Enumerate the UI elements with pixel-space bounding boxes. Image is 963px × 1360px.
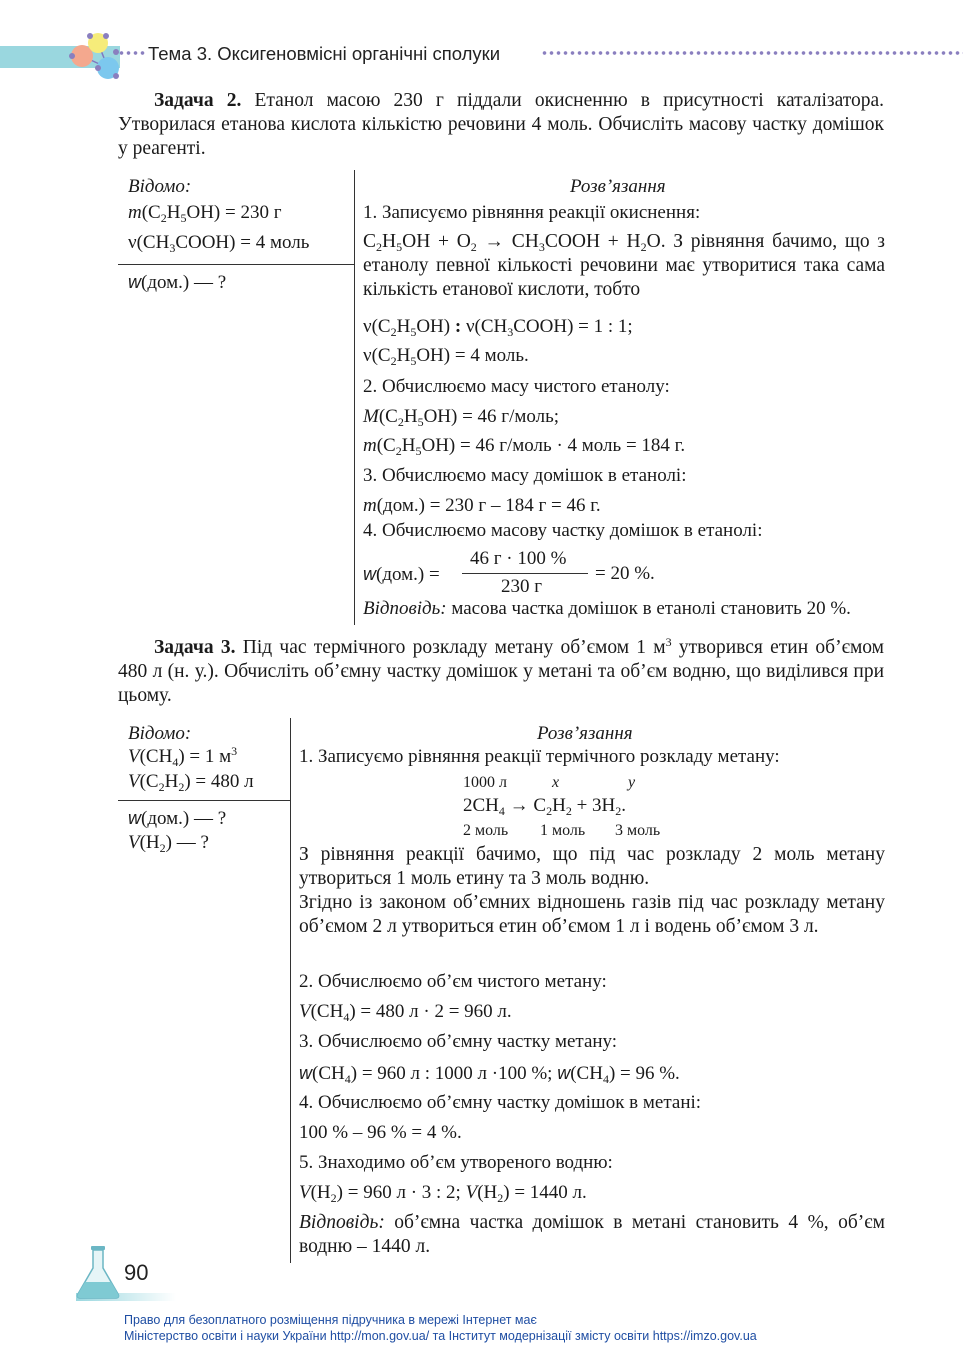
- task2-text: Етанол масою 230 г піддали окисненню в присутності каталізатора. Утворилася етанова кислота кількістю речовини 4 моль. Обчисліть масову частку домішок у реагенті.: [118, 90, 885, 159]
- task3-equation: $2CH_4 \to C_2H_2 + 3H_2$.: [463, 795, 627, 818]
- task3-step5-value: $V(H_2) = 960$ л · 3 : 2; $V(H_2) = 1440$ л.: [299, 1182, 587, 1205]
- rights-line-2: Міністерство освіти і науки України http://mon.gov.ua/ та Інститут модернізації змісту освіти https://imzo.gov.ua: [124, 1329, 757, 1343]
- task3-step5: 5. Знаходимо об’єм утвореного водню:: [299, 1152, 613, 1173]
- task2-fraction-numerator: 46 г · 100 %: [470, 548, 567, 569]
- flask-icon: [74, 1244, 122, 1300]
- rights-line-1: Право для безоплатного розміщення підручника в мережі Інтернет має: [124, 1313, 537, 1327]
- task3-below-hydrogen: 3 моль: [615, 822, 661, 839]
- task3-below-methane: 2 моль: [463, 822, 509, 839]
- task3-para1: З рівняння реакції бачимо, що під час розкладу 2 моль метану утвориться 1 моль етину та 3 моль водню.: [299, 844, 885, 889]
- task3-known-methane: $V(CH_4) = 1$ $м^3$: [128, 744, 238, 769]
- task3-para2: Згідно із законом об’ємних відношень газів під час розкладу метану об’ємом 2 л утвориться етин об’ємом 1 л і водень об’ємом 3 л.: [299, 892, 885, 937]
- task2-known-label: Відомо:: [128, 176, 192, 197]
- header-right-dots: [541, 51, 963, 55]
- task3-find-volume: $V(H_2)$ — ?: [128, 832, 209, 855]
- task2-step1: 1. Записуємо рівняння реакції окиснення:: [363, 202, 701, 223]
- task3-step2-value: $V(CH_4) = 480$ л · 2 = 960 л.: [299, 1001, 512, 1024]
- task2-known-amount: $\nu(CH_3COOH) = 4$ моль: [128, 232, 310, 255]
- task2-statement: [118, 89, 884, 161]
- task3-label: Задача 3.: [154, 637, 236, 658]
- task2-step3: 3. Обчислюємо масу домішок в етанолі:: [363, 465, 687, 486]
- page-number: 90: [124, 1260, 149, 1285]
- task2-molar-mass: $M(C_2H_5OH) = 46$ г/моль;: [363, 406, 560, 429]
- task3-above-hydrogen: y: [628, 774, 636, 791]
- task2-ratio: $\nu(C_2H_5OH)$ : $\nu(CH_3COOH) = 1$ : 1;: [363, 316, 633, 339]
- task2-step4: 4. Обчислюємо масову частку домішок в етанолі:: [363, 520, 763, 541]
- task2-known-separator: [118, 264, 354, 265]
- chapter-title: Тема 3. Оксигеновмісні органічні сполуки: [148, 43, 501, 64]
- task3-step4-value: 100 % – 96 % = 4 %.: [299, 1122, 462, 1143]
- task3-below-ethyne: 1 моль: [540, 822, 586, 839]
- task3-find-fraction: w(дом.) — ?: [128, 808, 227, 829]
- task2-impurity-mass: m(дом.) = 230 г – 184 г = 46 г.: [363, 495, 601, 516]
- task2-solution-label: Розв’язання: [570, 176, 666, 197]
- task3-step4: 4. Обчислюємо об’ємну частку домішок в метані:: [299, 1092, 702, 1113]
- task3-known-ethyne: $V(C_2H_2) = 480$ л: [128, 771, 254, 794]
- task3-above-ethyne: x: [552, 774, 560, 791]
- task3-above-methane: 1000 л: [463, 774, 507, 791]
- task2-answer: Відповідь: масова частка домішок в етанолі становить 20 %.: [363, 598, 851, 619]
- task3-table-divider: [290, 718, 291, 1263]
- molecule-icon: [60, 28, 130, 86]
- task2-step2: 2. Обчислюємо масу чистого етанолу:: [363, 376, 670, 397]
- task2-fraction-right: = 20 %.: [595, 563, 655, 584]
- task2-fraction-bar: [462, 573, 588, 574]
- task2-fraction-denominator: 230 г: [501, 576, 543, 597]
- task3-step2: 2. Обчислюємо об’єм чистого метану:: [299, 971, 607, 992]
- task2-mass: $m(C_2H_5OH) = 46$ г/моль · 4 моль = 184 г.: [363, 435, 686, 458]
- task3-step3-value: $w(CH_4) = 960$ л : 1000 л ·100 %; $w(CH_4) = 96$ %.: [299, 1063, 680, 1086]
- task2-fraction-left: w(дом.) =: [363, 564, 440, 585]
- task2-equation-para: $C_2H_5OH + O_2$ → $CH_3COOH + H_2O$. З рівняння бачимо, що з етанолу певної кількості речовини має утворитися така сама кількість етанової кислоти, тобто: [363, 231, 885, 300]
- task2-label: Задача 2.: [154, 90, 242, 111]
- task2-find: w(дом.) — ?: [128, 272, 227, 293]
- task2-table-divider: [354, 170, 355, 625]
- header-left-dots: [118, 51, 146, 55]
- task3-solution-label: Розв’язання: [537, 723, 633, 744]
- task3-answer: Відповідь: об’ємна частка домішок в метані становить 4 %, об’єм водню – 1440 л.: [299, 1212, 885, 1257]
- task3-step3: 3. Обчислюємо об’ємну частку метану:: [299, 1031, 618, 1052]
- task2-amount: $\nu(C_2H_5OH) = 4$ моль.: [363, 345, 529, 368]
- task3-known-label: Відомо:: [128, 723, 192, 744]
- task3-known-separator: [118, 800, 290, 801]
- task3-statement: Задача 3. Під час термічного розкладу метану об’ємом 1 $м^3$ утворився етин об’ємом 480 л (н. у.). Обчисліть об’ємну частку домішок у метані та об’єм водню, що виділився при цьому.: [118, 635, 885, 706]
- task3-step1: 1. Записуємо рівняння реакції термічного розкладу метану:: [299, 746, 780, 767]
- task2-known-mass: $m(C_2H_5OH) = 230$ г: [128, 202, 282, 225]
